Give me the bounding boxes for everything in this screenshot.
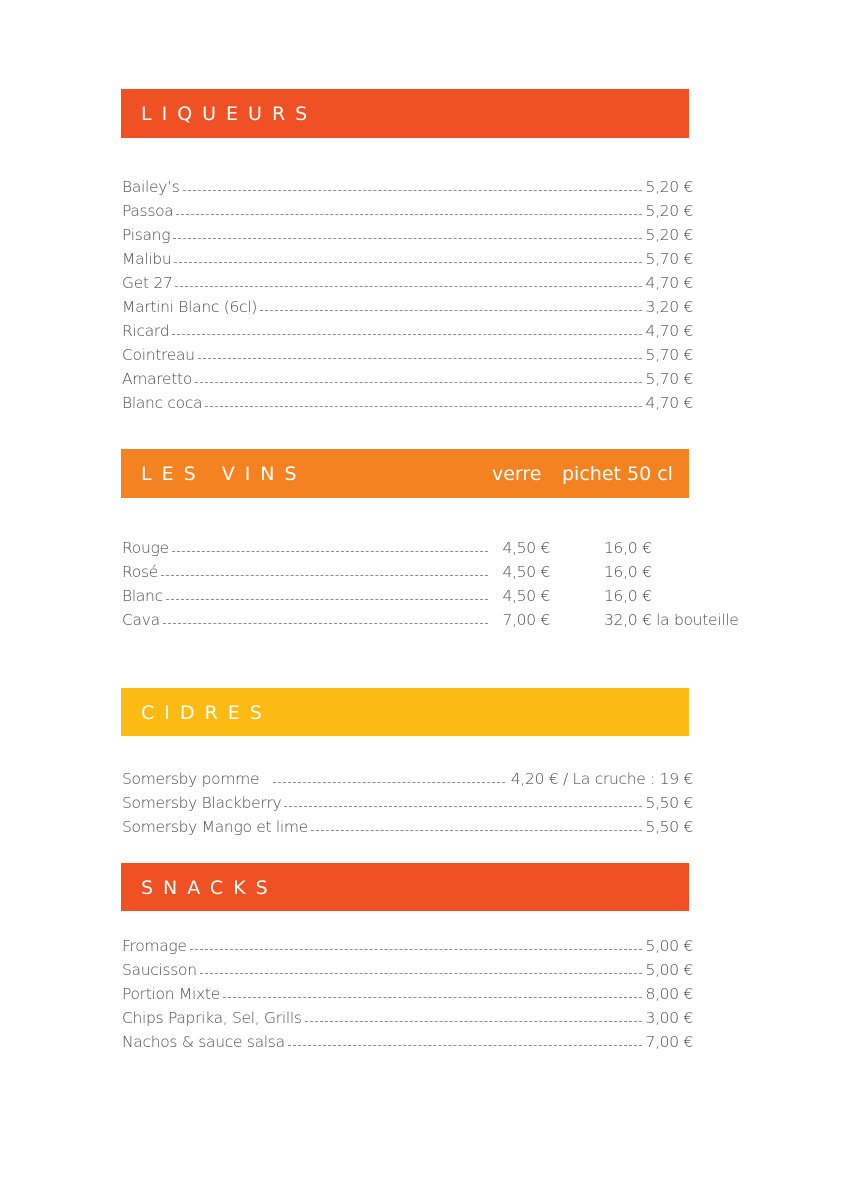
item-price: 4,20 € / La cruche : 19 €: [510, 770, 693, 788]
item-name: Amaretto: [122, 370, 193, 388]
item-name: Get 27: [122, 274, 173, 292]
item-name: Rouge: [122, 539, 169, 557]
item-name: Blanc coca: [122, 394, 203, 412]
list-item: [122, 316, 693, 340]
dotted-leader: [166, 599, 489, 600]
dotted-leader: [172, 551, 489, 552]
dotted-leader: [172, 334, 642, 335]
snacks-list: [122, 931, 693, 1051]
list-item: [122, 533, 652, 557]
item-name: Rosé: [122, 563, 158, 581]
item-price: 5,20 €: [645, 226, 693, 244]
dotted-leader: [260, 310, 642, 311]
cidres-list: [122, 764, 693, 836]
item-name: Cointreau: [122, 346, 195, 364]
item-name: Saucisson: [122, 961, 197, 979]
vins-list: [122, 533, 739, 629]
item-name: Bailey’s: [122, 178, 180, 196]
liqueurs-list: [122, 172, 693, 412]
list-item: [122, 364, 693, 388]
list-item: [122, 220, 693, 244]
list-item: [122, 979, 693, 1003]
item-name: Ricard: [122, 322, 170, 340]
list-item: [122, 812, 693, 836]
list-item: [122, 764, 693, 788]
item-price: 5,00 €: [645, 937, 693, 955]
dotted-leader: [174, 262, 642, 263]
item-price: 5,50 €: [645, 818, 693, 836]
section-header-liqueurs: [121, 89, 689, 138]
dotted-leader: [175, 286, 642, 287]
list-item: [122, 557, 652, 581]
dotted-leader: [163, 623, 489, 624]
dotted-leader: [173, 238, 642, 239]
section-header-vins: [121, 449, 689, 498]
list-item: [122, 172, 693, 196]
item-price: 5,70 €: [645, 370, 693, 388]
item-price: 5,70 €: [645, 346, 693, 364]
dotted-leader: [305, 1021, 643, 1022]
item-name: Malibu: [122, 250, 172, 268]
dotted-leader: [311, 830, 643, 831]
section-header-snacks: [121, 863, 689, 911]
list-item: [122, 388, 693, 412]
column-label-pitcher: pichet 50 cl: [562, 463, 673, 485]
item-price-pitcher: 32,0 € la bouteille: [604, 611, 739, 629]
item-price-glass: 4,50 €: [502, 563, 550, 581]
item-price: 3,20 €: [645, 298, 693, 316]
item-price-glass: 4,50 €: [502, 587, 550, 605]
list-item: [122, 788, 693, 812]
list-item: [122, 340, 693, 364]
section-title: SNACKS: [141, 877, 278, 899]
list-item: [122, 196, 693, 220]
section-title: CIDRES: [141, 702, 272, 724]
item-price: 5,20 €: [645, 178, 693, 196]
item-name: Somersby Blackberry: [122, 794, 282, 812]
list-item: [122, 581, 652, 605]
item-price-glass: 4,50 €: [502, 539, 550, 557]
dotted-leader: [288, 1045, 643, 1046]
item-name: Nachos & sauce salsa: [122, 1033, 285, 1051]
list-item: [122, 244, 693, 268]
section-header-cidres: [121, 688, 689, 736]
section-title: LES VINS: [141, 463, 307, 485]
list-item: [122, 292, 693, 316]
dotted-leader: [223, 997, 643, 998]
item-price-pitcher: 16,0 €: [604, 539, 652, 557]
item-name: Martini Blanc (6cl): [122, 298, 257, 316]
item-name: Portion Mixte: [122, 985, 220, 1003]
dotted-leader: [195, 382, 642, 383]
item-name: Passoa: [122, 202, 174, 220]
item-price-glass: 7,00 €: [502, 611, 550, 629]
item-price: 8,00 €: [645, 985, 693, 1003]
dotted-leader: [284, 806, 642, 807]
dotted-leader: [200, 973, 643, 974]
item-price: 4,70 €: [645, 274, 693, 292]
item-price: 4,70 €: [645, 394, 693, 412]
item-name: Fromage: [122, 937, 187, 955]
item-price: 7,00 €: [645, 1033, 693, 1051]
dotted-leader: [176, 214, 642, 215]
list-item: [122, 1027, 693, 1051]
item-price: 5,20 €: [645, 202, 693, 220]
item-price: 3,00 €: [645, 1009, 693, 1027]
dotted-leader: [205, 406, 642, 407]
item-price: 5,70 €: [645, 250, 693, 268]
list-item: [122, 268, 693, 292]
item-name: Cava: [122, 611, 160, 629]
section-title: LIQUEURS: [141, 103, 318, 125]
dotted-leader: [183, 190, 643, 191]
dotted-leader: [198, 358, 643, 359]
item-price-pitcher: 16,0 €: [604, 587, 652, 605]
list-item: [122, 605, 739, 629]
item-price: 4,70 €: [645, 322, 693, 340]
item-name: Chips Paprika, Sel, Grills: [122, 1009, 302, 1027]
list-item: [122, 1003, 693, 1027]
dotted-leader: [190, 949, 643, 950]
item-price: 5,00 €: [645, 961, 693, 979]
item-name: Blanc: [122, 587, 163, 605]
item-name: Somersby Mango et lime: [122, 818, 308, 836]
item-name: Pisang: [122, 226, 171, 244]
item-price-pitcher: 16,0 €: [604, 563, 652, 581]
column-label-glass: verre: [492, 463, 542, 485]
item-name: Somersby pomme: [122, 770, 260, 788]
list-item: [122, 931, 693, 955]
item-price: 5,50 €: [645, 794, 693, 812]
dotted-leader: [161, 575, 489, 576]
dotted-leader: [273, 782, 505, 783]
list-item: [122, 955, 693, 979]
